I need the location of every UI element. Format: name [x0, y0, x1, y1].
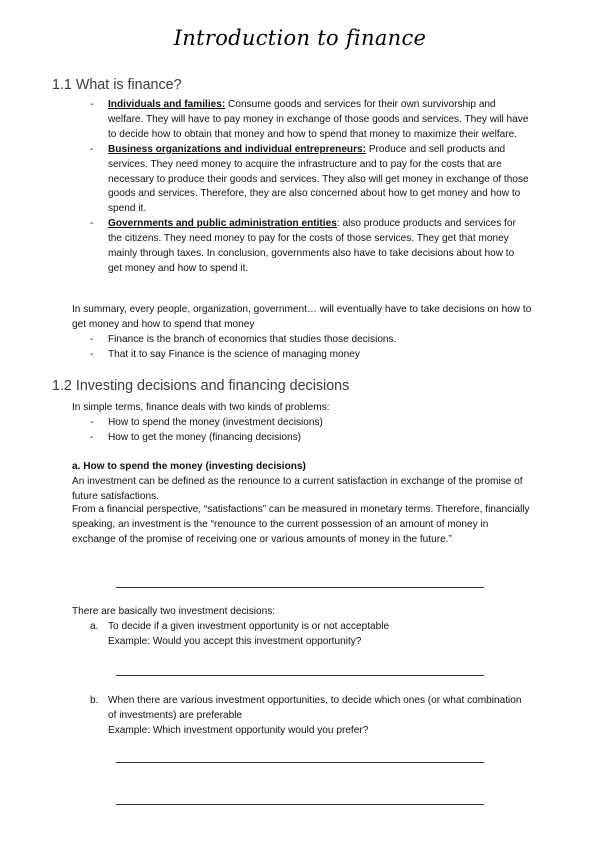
term-individuals: Individuals and families:: [108, 99, 226, 110]
decision-example: Example: Which investment opportunity would you prefer?: [108, 724, 369, 736]
section-heading-investing-financing: 1.2 Investing decisions and financing decisions: [52, 378, 350, 394]
list-item: - Finance is the branch of economics that studies those decisions.: [90, 333, 530, 348]
financial-perspective-paragraph: From a financial perspective, “satisfactions” can be measured in monetary terms. Therefore, financially speaking, an investment is the “renounce to the current possession of an amount of money in exchange of the promise of receiving one or various amounts of money in the future.”: [72, 504, 530, 545]
section2-intro: In simple terms, finance deals with two kinds of problems:: [72, 402, 330, 413]
answer-line[interactable]: [116, 762, 484, 763]
list-item: [90, 694, 530, 739]
answer-line[interactable]: [116, 675, 484, 676]
list-item: [90, 620, 530, 650]
term-governments: Governments and public administration entities: [108, 218, 337, 230]
list-item: [90, 98, 530, 143]
item-text: : also produce products and services for the citizens. They need money to pay for the costs of those services. They get that money mainly through taxes. In conclusion, governments also have to take decisions about how to get money and how to spend it.: [108, 218, 516, 274]
list-item: - That it to say Finance is the science of managing money: [90, 348, 530, 363]
investment-definition: An investment can be defined as the renounce to a current satisfaction in exchange of the promise of future satisfactions.: [72, 476, 523, 502]
decision-example: Example: Would you accept this investment opportunity?: [108, 635, 362, 647]
section-heading-what-is-finance: 1.1 What is finance?: [52, 77, 182, 93]
list-marker: a.: [90, 621, 99, 632]
list-item: [90, 217, 530, 277]
list-item: - How to get the money (financing decisions): [90, 431, 530, 446]
document-title: Introduction to finance: [173, 26, 427, 50]
item-text: Produce and sell products and services. They need money to acquire the infrastructure and to pay for the costs that are necessary to produce their goods and services. They also will get money in exchange of those goods and services. Therefore, they are also concerned about how to get money and how to spend it.: [108, 143, 529, 215]
decision-item-a: [90, 620, 530, 650]
answer-line[interactable]: [116, 587, 484, 588]
answer-line[interactable]: [116, 804, 484, 805]
finance-actors-list: [90, 98, 530, 277]
term-business: Business organizations and individual entrepreneurs:: [108, 143, 367, 155]
list-item: - How to spend the money (investment decisions): [90, 416, 530, 431]
decision-text: When there are various investment opportunities, to decide which ones (or what combination of investments) are preferable: [108, 695, 522, 721]
list-marker: b.: [90, 695, 99, 706]
summary-list: [90, 333, 530, 363]
decision-text: To decide if a given investment opportunity is or not acceptable: [108, 621, 390, 632]
problems-list: [90, 416, 530, 446]
decision-item-b: [90, 694, 530, 739]
subsection-a-heading: a. How to spend the money (investing decisions): [72, 461, 306, 472]
list-item: [90, 143, 530, 218]
summary-paragraph: In summary, every people, organization, government… will eventually have to take decisions on how to get money and how to spend that money: [72, 304, 532, 330]
item-text: Consume goods and services for their own survivorship and welfare. They will have to pay money in exchange of those goods and services. They will have to decide how to obtain that money and how to spend that money to maximize their welfare.: [108, 99, 529, 140]
decisions-intro: There are basically two investment decisions:: [72, 606, 276, 617]
